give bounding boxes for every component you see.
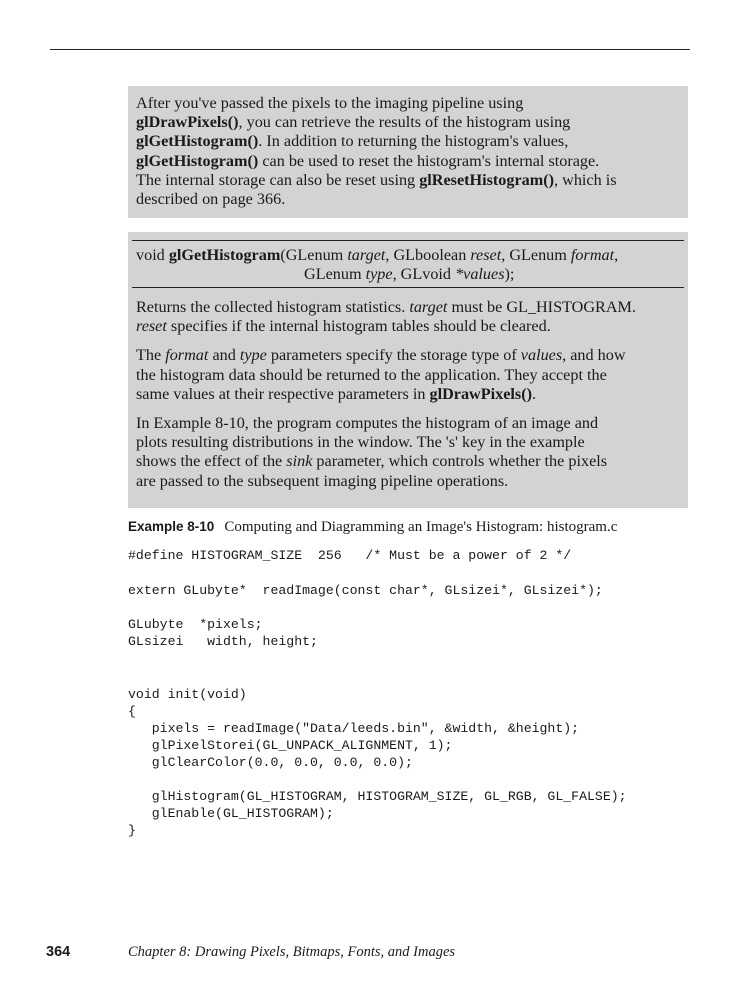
bold-run: glGetHistogram()	[136, 132, 259, 151]
function-signature	[136, 246, 681, 284]
text-run: .	[532, 384, 537, 403]
text-run: described on page 366.	[136, 190, 286, 209]
text-line	[136, 452, 681, 471]
bold-run: glGetHistogram()	[136, 151, 259, 170]
text-run: After you've passed the pixels to the imaging pipeline using	[136, 94, 524, 112]
code-line-extern: extern GLubyte* readImage(const char*, GLsizei*, GLsizei*);	[128, 583, 603, 598]
text-run: The internal storage can also be reset using	[136, 170, 420, 189]
text-run: The	[136, 346, 166, 365]
text-run: GLenum	[304, 265, 366, 284]
text-run: , which is	[554, 170, 617, 189]
code-init-function: void init(void) { pixels = readImage("Data/leeds.bin", &width, &height); glPixelStorei(GL_UNPACK_ALIGNMENT, 1); glClearColor(0.0, 0.0, 0.0, 0.0); glHistogram(GL_HISTOGRAM, HISTOGRAM_SIZE, GL_RGB, GL_FALSE); glEnable(GL_HISTOGRAM); }	[128, 687, 627, 838]
description-paragraph	[136, 298, 681, 336]
italic-run: target	[347, 246, 386, 264]
text-line	[136, 385, 681, 404]
running-footer: Chapter 8: Drawing Pixels, Bitmaps, Fonts, and Images	[128, 944, 456, 960]
text-run: , you can retrieve the results of the histogram using	[238, 113, 571, 132]
example-caption	[128, 518, 617, 536]
function-description	[136, 298, 681, 491]
text-line	[136, 317, 681, 336]
text-run: the histogram data should be returned to the application. They accept the	[136, 365, 607, 384]
italic-run: format	[570, 246, 615, 264]
text-run: In Example 8-10, the program computes the histogram of an image and	[136, 414, 599, 433]
example-title: Computing and Diagramming an Image's Histogram: histogram.c	[224, 519, 618, 535]
bold-run: glResetHistogram()	[419, 170, 555, 189]
text-line	[136, 152, 681, 171]
text-line	[136, 94, 681, 113]
text-run: and	[208, 346, 240, 365]
text-run: );	[504, 265, 515, 284]
italic-run: reset	[136, 317, 167, 336]
text-line	[136, 472, 681, 491]
bold-run: glDrawPixels()	[429, 384, 532, 403]
italic-run: format	[165, 346, 209, 365]
text-run: (GLenum	[280, 246, 348, 264]
text-run: . In addition to returning the histogram's values,	[258, 132, 569, 151]
text-line	[136, 113, 681, 132]
bold-run: glDrawPixels()	[136, 113, 239, 132]
code-globals: GLubyte *pixels; GLsizei width, height;	[128, 617, 318, 649]
signature-bottom-rule	[132, 287, 684, 288]
code-line-define: #define HISTOGRAM_SIZE 256 /* Must be a power of 2 */	[128, 548, 572, 563]
text-line	[136, 171, 681, 190]
page-number: 364	[46, 944, 71, 960]
text-run: , GLenum	[501, 246, 571, 264]
italic-run: sink	[286, 452, 313, 471]
description-paragraph	[136, 414, 681, 491]
text-run: plots resulting distributions in the window. The 's' key in the example	[136, 433, 585, 452]
text-line	[136, 414, 681, 433]
text-run: , and how	[562, 346, 626, 365]
signature-top-rule	[132, 240, 684, 241]
text-run: same values at their respective parameters in	[136, 384, 430, 403]
text-run: parameters specify the storage type of	[266, 346, 521, 365]
italic-run: *values	[455, 265, 505, 284]
text-run: , GLboolean	[385, 246, 471, 264]
text-run: must be GL_HISTOGRAM.	[447, 298, 636, 316]
italic-run: values	[520, 346, 563, 365]
text-run: , GLvoid	[392, 265, 456, 284]
intro-paragraph	[136, 94, 681, 209]
text-run: shows the effect of the	[136, 452, 287, 471]
text-line	[136, 346, 681, 365]
text-line	[136, 190, 681, 209]
signature-line-1	[136, 246, 681, 265]
text-run: can be used to reset the histogram's internal storage.	[258, 151, 600, 170]
italic-run: type	[365, 265, 393, 284]
header-rule	[50, 49, 690, 50]
italic-run: target	[409, 298, 448, 316]
text-run: specifies if the internal histogram tables should be cleared.	[166, 317, 551, 336]
text-run: ,	[614, 246, 619, 264]
description-paragraph	[136, 346, 681, 404]
text-line	[136, 366, 681, 385]
text-line	[136, 132, 681, 151]
example-label: Example 8-10	[128, 519, 215, 534]
bold-run: glGetHistogram	[168, 246, 281, 264]
text-line	[136, 433, 681, 452]
text-run: void	[136, 246, 169, 264]
text-line	[136, 298, 681, 317]
text-run: are passed to the subsequent imaging pipeline operations.	[136, 471, 509, 490]
italic-run: reset	[470, 246, 502, 264]
text-run: Returns the collected histogram statistics.	[136, 298, 410, 316]
text-run: parameter, which controls whether the pixels	[312, 452, 608, 471]
signature-line-2	[136, 265, 681, 284]
italic-run: type	[239, 346, 267, 365]
